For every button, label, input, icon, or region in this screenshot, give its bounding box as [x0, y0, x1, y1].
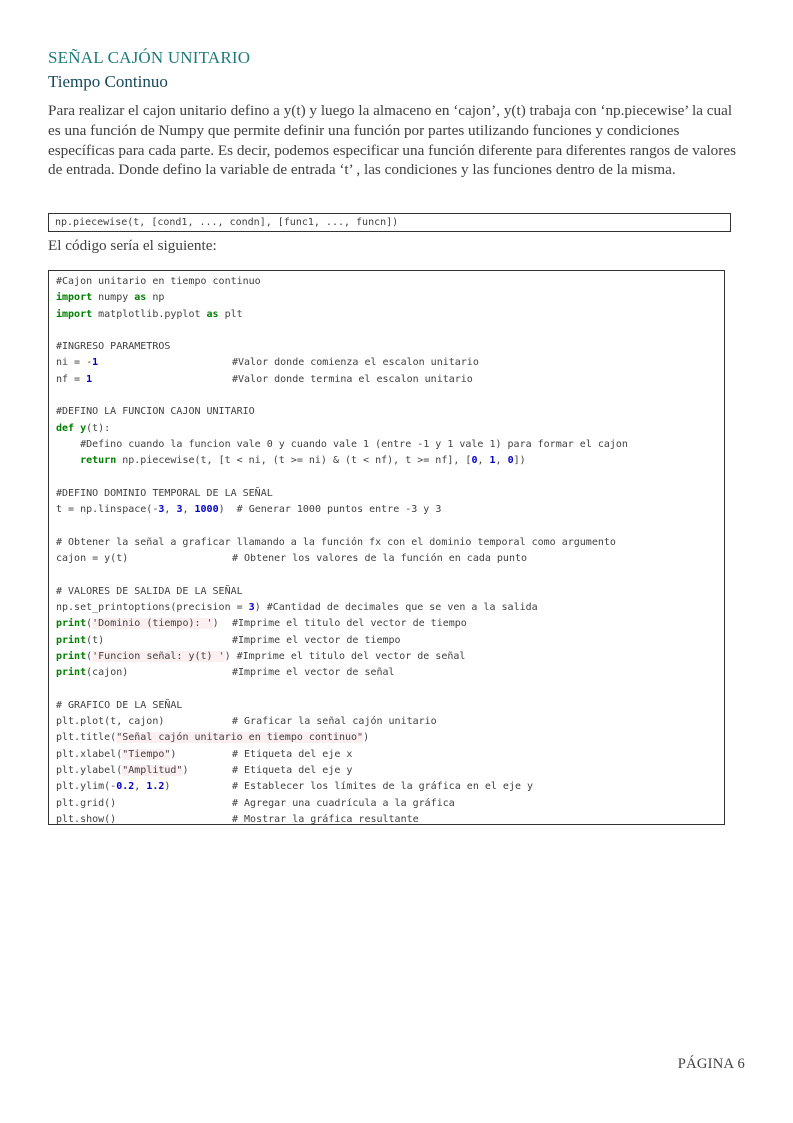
code-line: #Cajon unitario en tiempo continuo	[56, 276, 261, 287]
code-line: def y(t):	[56, 422, 111, 434]
code-line: print(t) #Imprime el vector de tiempo	[56, 634, 401, 646]
signature-code-box: np.piecewise(t, [cond1, ..., condn], [func1, ..., funcn])	[48, 213, 731, 232]
code-line: plt.xlabel("Tiempo") # Etiqueta del eje x	[56, 748, 353, 760]
code-line: ni = -1 #Valor donde comienza el escalon unitario	[56, 357, 479, 369]
subsection-heading: Tiempo Continuo	[48, 72, 168, 91]
code-line: plt.grid() # Agregar una cuadrícula a la gráfica	[56, 797, 455, 809]
code-line: cajon = y(t) # Obtener los valores de la función en cada punto	[56, 553, 528, 565]
code-line-blank	[56, 518, 724, 534]
code-line: print('Dominio (tiempo): ') #Imprime el titulo del vector de tiempo	[56, 618, 467, 630]
code-line: #DEFINO LA FUNCION CAJON UNITARIO	[56, 406, 255, 418]
code-line: print('Funcion señal: y(t) ') #Imprime el titulo del vector de señal	[56, 650, 466, 662]
code-line: plt.title("Señal cajón unitario en tiempo continuo")	[56, 732, 370, 744]
page-number: PÁGINA 6	[677, 1056, 745, 1072]
code-line-blank	[56, 567, 724, 583]
code-line: np.set_printoptions(precision = 3) #Cantidad de decimales que se ven a la salida	[56, 601, 538, 613]
code-block	[48, 270, 725, 825]
code-line: plt.ylim(-0.2, 1.2) # Establecer los límites de la gráfica en el eje y	[56, 781, 534, 793]
code-line: import numpy as np	[56, 292, 165, 304]
code-line: plt.ylabel("Amplitud") # Etiqueta del eje y	[56, 764, 353, 776]
code-line: return np.piecewise(t, [t < ni, (t >= ni) & (t < nf), t >= nf], [0, 1, 0])	[80, 455, 526, 467]
code-line-blank	[56, 470, 724, 486]
code-line: print(cajon) #Imprime el vector de señal	[56, 667, 395, 679]
code-line: # GRAFICO DE LA SEÑAL	[56, 699, 183, 711]
code-line: nf = 1 #Valor donde termina el escalon unitario	[56, 373, 473, 385]
code-line: import matplotlib.pyplot as plt	[56, 308, 243, 320]
description-paragraph: Para realizar el cajon unitario defino a y(t) y luego la almaceno en ‘cajon’, y(t) trabaja con ‘np.piecewise’ la cual es una función de Numpy que permite definir una función por partes utilizando funciones y condiciones específicas para cada parte. Es decir, podemos especificar una función diferente para diferentes rangos de valores de entrada. Donde defino la variable de entrada ‘t’ , las condiciones y las funciones dentro de la misma.	[48, 102, 736, 179]
code-line: #Defino cuando la funcion vale 0 y cuando vale 1 (entre -1 y 1 vale 1) para formar el cajon	[56, 438, 628, 450]
code-line: # Obtener la señal a graficar llamando a la función fx con el dominio temporal como argumento	[56, 536, 616, 548]
code-line: # VALORES DE SALIDA DE LA SEÑAL	[56, 585, 243, 597]
code-line: #INGRESO PARAMETROS	[56, 341, 171, 353]
code-line: plt.show() # Mostrar la gráfica resultante	[56, 813, 419, 825]
code-line-blank	[56, 681, 724, 697]
code-line: t = np.linspace(-3, 3, 1000) # Generar 1000 puntos entre -3 y 3	[56, 504, 442, 516]
code-line: #DEFINO DOMINIO TEMPORAL DE LA SEÑAL	[56, 487, 273, 499]
code-intro-text: El código sería el siguiente:	[48, 237, 217, 254]
code-line: plt.plot(t, cajon) # Graficar la señal cajón unitario	[56, 716, 437, 728]
code-line-blank	[56, 388, 724, 404]
section-heading: SEÑAL CAJÓN UNITARIO	[48, 48, 251, 67]
code-line-blank	[56, 323, 724, 339]
